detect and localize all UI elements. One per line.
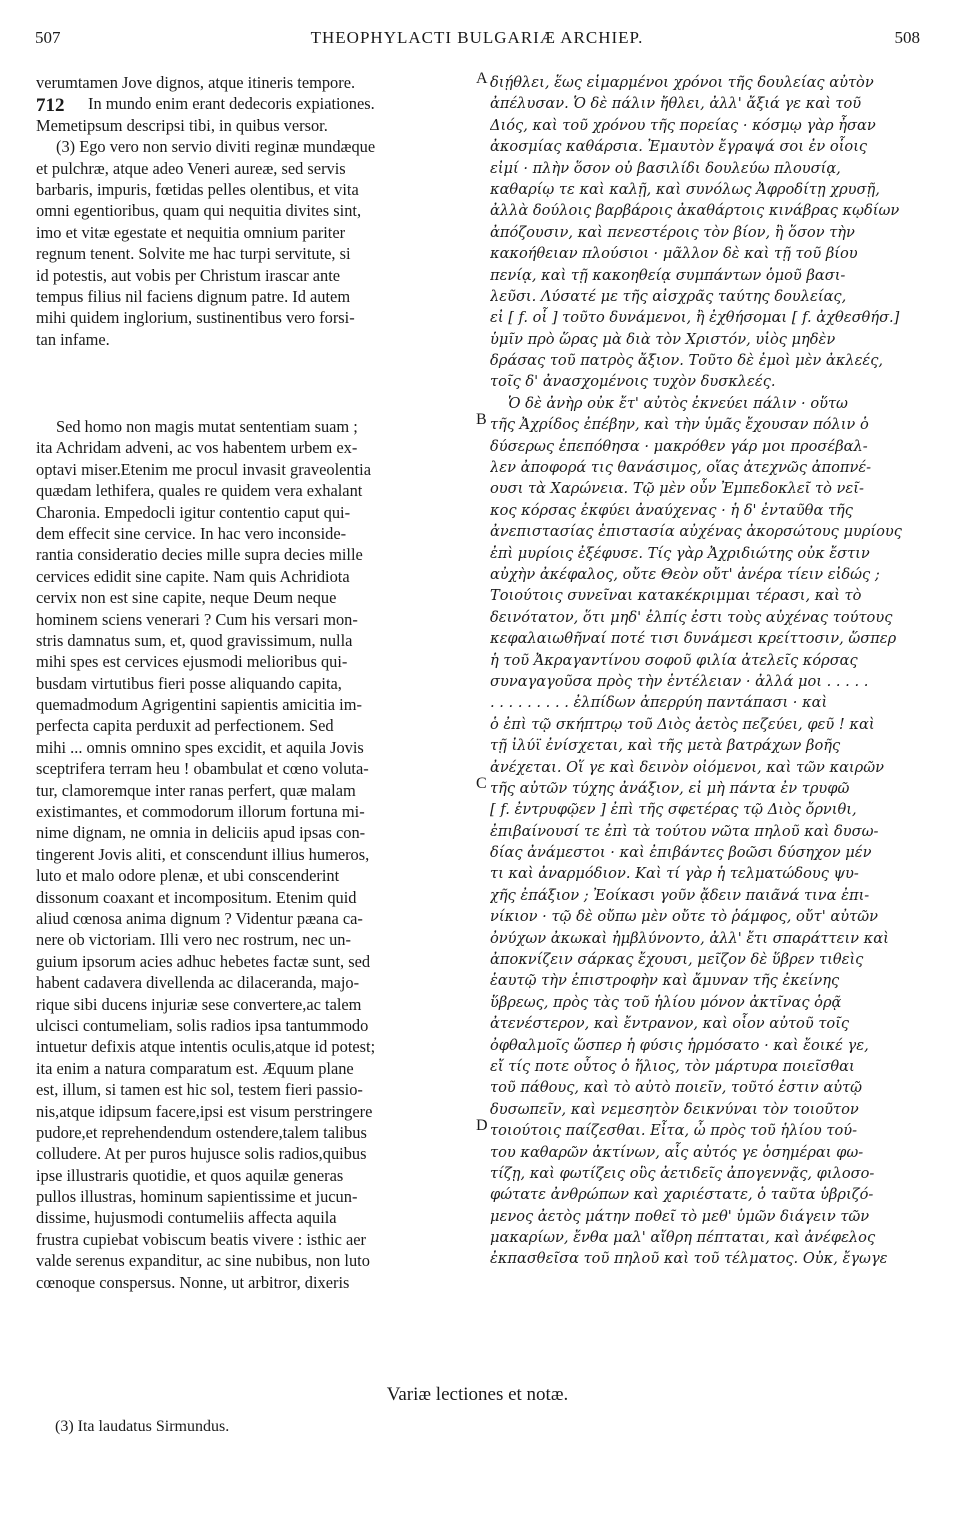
text-line: ἀνεπιστασίας ἐπιστασία αὐχένας ἀκορσώτους μυρίους [490,523,902,541]
text-line: ὀφθαλμοῖς ὥσπερ ἡ φύσις ἡρμόσατο · καὶ ἔοικέ γε, [490,1036,869,1054]
text-line: [ f. ἐντρυφῷεν ] ἐπὶ τῆς σφετέρας τῷ Διὸς ὄρνιθι, [490,801,857,819]
margin-marker-c: C [476,775,487,792]
text-line: διῄθλει, ἕως εἱμαρμένοι χρόνοι τῆς δουλείας αὐτὸν [490,74,874,91]
text-line: δράσας τοῦ πατρὸς ἄξιον. Τοῦτο δὲ ἐμοὶ μὲν ἀκλεές, [490,352,884,370]
text-line: Memetipsum descripsi tibi, in quibus versor. [36,115,328,135]
text-line: χῆς ἐπάξιον ; Ἐοίκασι γοῦν ᾄδειν παιᾶνά τινα ἐπι- [490,886,870,904]
text-line: quemadmodum Agrigentini sapientis amicitia im- [36,695,362,715]
latin-section-a [36,72,468,350]
text-line: frustra cupiebat vobiscum beatis vivere : isthic aer [36,1229,366,1249]
text-line: existimantes, et commodorum illorum fortuna mi- [36,802,365,822]
text-line: τῇ ἰλύϊ ἐνίσχεται, καὶ τῆς μετὰ βατράχων βοῆς [490,737,841,755]
text-line: τι καὶ ἀναρμόδιον. Καὶ τί γὰρ ἡ τελματώδους ψυ- [490,865,859,883]
text-line: ita Achridam adveni, ac vos habentem urbem ex- [36,438,358,458]
text-line: . . . . . . . . . ἐλπίδων ἀπερρύη παντάπασι · καὶ [490,694,828,712]
text-line: μενος ἀετὸς μάτην ποθεῖ τὸ μεθ' ὑμῶν διάγειν τῶν [490,1207,870,1225]
text-line: ἐπιβαίνουσί τε ἐπὶ τὰ τούτου νῶτα πηλοῦ καὶ δυσω- [490,822,879,840]
text-line: ἑαυτῷ τὴν ἐπιστροφὴν καὶ ἄμυναν τῆς ἐκείνης [490,972,840,990]
text-line: luto et malo odore plenæ, et ubi conscenderint [36,866,340,886]
text-line: λεν ἀποφορά τις θανάσιμος, οἵας ἀτεχνῶς ἀποπνέ- [490,459,872,477]
text-line: πενίᾳ, καὶ τῇ κακοηθείᾳ συμπάντων ὁμοῦ βασι- [490,266,846,284]
text-line: ἀποκνίζειν σάρκας ἔχουσι, μεῖζον δὲ ὕβρεν τιθεὶς [490,951,864,969]
text-line: In mundo enim erant dedecoris expiationes. [88,94,375,114]
text-line: ἡ τοῦ Ἀκραγαντίνου σοφοῦ φιλία ἀτελεῖς κόρσας [490,651,858,669]
text-line: ἀπέλυσαν. Ὁ δὲ πάλιν ἤθλει, ἀλλ' ἄξιά γε καὶ τοῦ [490,95,862,113]
text-line: optavi miser.Etenim me procul invasit graveolentia [36,459,372,479]
text-line: habent cadavera divellenda ac dilaceranda, majo- [36,973,360,993]
text-line: rantia consideratio decies mille supra decies mille [36,545,363,565]
text-line: rique sibi ducens injuriæ sese convertere,ac talem [36,994,362,1014]
text-line: Ὁ δὲ ἀνὴρ οὐκ ἔτ' αὐτὸς ἐκνεύει πάλιν · οὕτω [508,394,848,412]
text-line: dem effecit sine cervice. In hac vero inconside- [36,523,347,543]
text-line: ὑμῖν πρὸ ὥρας μὰ διὰ τὸν Χριστόν, υἱὸς μηδὲν [490,330,836,348]
text-line: τῆς Ἀχρίδος ἐπέβην, καὶ τὴν ὑμᾶς ἔχουσαν πόλιν ὁ [490,416,869,434]
margin-marker-d: D [476,1117,488,1134]
text-line: et pulchræ, atque adeo Veneri aureæ, sed servis [36,158,346,178]
margin-marker-b: B [476,411,487,428]
text-line: cervices edidit sine capite. Nam quis Achridiota [36,566,350,586]
text-line: του καθαρῶν ἀκτίνων, αἷς αὐτός γε ὁσημέραι φω- [490,1143,864,1161]
text-line: τοιούτοις παίζεσθαι. Εἶτα, ὦ πρὸς τοῦ ἡλίου τού- [490,1122,858,1140]
text-line: συναγαγοῦσα πρὸς τὴν ἐντέλειαν · ἀλλά μοι . . . . . [490,672,869,690]
latin-section-b [36,416,468,1293]
text-line: ἀνέχεται. Οἵ γε καὶ δεινὸν οἰόμενοι, καὶ τῶν καιρῶν [490,758,885,776]
text-line: pullos illustras, hominum sapientissime et jucun- [36,1187,358,1207]
text-line: εἴ τίς ποτε οὗτος ὁ ἥλιος, τὸν μάρτυρα ποιεῖσθαι [490,1057,855,1075]
text-line: τίζῃ, καὶ φωτίζεις οὓς ἀετιδεῖς ἀπογεννᾷς, φιλοσο- [490,1164,875,1182]
text-line: ulcisci contumeliam, solis radios ipsa tantummodo [36,1015,369,1035]
text-line: τοῦ πάθους, καὶ τὸ αὐτὸ ποιεῖν, τοῦτό ἐστιν αὐτῷ [490,1079,863,1097]
text-line: Charonia. Empedocli igitur contentio caput qui- [36,502,351,522]
text-line: mihi quidem inglorium, sustinentibus vero forsi- [36,308,355,328]
text-line: tur, clamoremque inter ranas perfert, quæ malam [36,780,356,800]
text-line: pudore,et reprehendendum ostendere,talem talibus [36,1122,367,1142]
text-line: ἐπὶ μυρίοις ἐξέφυσε. Τίς γὰρ Ἀχριδιώτης οὐκ ἔστιν [490,544,870,562]
text-line: ουσι τὰ Χαρώνεια. Τῷ μὲν οὖν Ἐμπεδοκλεῖ τὸ νεῖ- [490,480,864,498]
running-title: THEOPHYLACTI BULGARIÆ ARCHIEP. [310,28,644,47]
text-line: perfecta capita perduxit ad perfectionem. Sed [36,716,334,736]
text-line: ἀλλὰ δούλοις βαρβάροις ἀκαθάρτοις κινάβρας κῳδίων [490,202,900,220]
text-line: ἀτενέστερον, καὶ ἔντρανον, καὶ οἷον αὐτοῦ τοῖς [490,1015,850,1033]
text-line: colludere. At per puros hujusce solis radios,quibus [36,1144,367,1164]
text-line: κεφαλαιωθῆναί ποτέ τισι δυνάμεσι κρείττοσιν, ὥσπερ [490,630,897,648]
text-line: imo et vitæ egestate et nequitia omnium pariter [36,222,346,242]
running-header [32,28,922,58]
text-line: intuetur defixis atque intentis oculis,atque id potest; [36,1037,376,1057]
text-line: tempus filius nil faciens dignum patre. Id autem [36,286,351,306]
text-line: tan infame. [36,329,110,349]
text-line: dissime, hujusmodi contumeliis affecta aquila [36,1208,337,1228]
text-line: verumtamen Jove dignos, atque itineris tempore. [36,73,356,92]
text-line: δίας ἀνάμεστοι · καὶ ἐπιβάντες βοῶσι δύσηχον μέν [490,844,872,862]
page-number-right: 508 [894,28,920,47]
text-line: νίκιον · τῷ δὲ οὔπω μὲν οὔτε τὸ ῥάμφος, οὔτ' αὐτῶν [490,908,878,926]
text-line: δυσωπεῖν, καὶ νεμεσητὸν δεικνύναι τὸν τοιοῦτον [490,1100,859,1118]
text-line: ὕβρεως, πρὸς τὰς τοῦ ἡλίου μόνον ἀκτῖνας ὁρᾷ [490,993,842,1011]
margin-marker-a: A [476,70,488,87]
text-line: ἀκοσμίας καθάρσια. Ἐμαυτὸν ἔγραψά σοι ἐν οἷοις [490,138,868,156]
text-line: αὐχὴν ἀκέφαλος, οὔτε Θεὸν οὔτ' ἀνέρα τίειν εἰδώς ; [490,565,880,583]
text-line: mihi ... omnis omnino spes excidit, et aquila Jovis [36,737,364,757]
text-line: stris damnatus sum, et, quod gravissimum, nulla [36,630,353,650]
text-line: φώτατε ἀνθρώπων καὶ χαριέστατε, ὁ ταῦτα ὑβριζό- [490,1186,874,1204]
text-line: καθαρίῳ τε καὶ καλῇ, καὶ συνόλως Ἀφροδίτῃ χρυσῇ, [490,180,880,198]
text-line: nime dignam, ne omnia in deliciis apud ipsas con- [36,823,366,843]
text-line: μακαρίων, ἔνθα μαλ' αἴθρη πέπταται, καὶ ἀνέφελος [490,1229,876,1247]
text-line: regnum tenent. Solvite me hac turpi servitute, si [36,244,351,264]
text-line: tingerent Jovis aliti, et conscendunt illius humeros, [36,844,370,864]
text-line: valde serenus expanditur, ac sine nubibus, non luto [36,1251,370,1271]
greek-column [490,72,924,1270]
text-line: εἰ [ f. οἷ ] τοῦτο δυνάμενοι, ἢ ἐχθήσομαι [ f. ἀχθεσθήσ.] [490,309,900,327]
text-line: τοῖς δ' ἀνασχομένοις τυχὸν δυσκλεές. [490,373,776,391]
text-line: hominem sciens venerari ? Cum his versari mon- [36,609,358,629]
text-line: barbaris, impuris, fœtidas pelles olentibus, et vita [36,179,359,199]
text-line: δεινότατον, ὅτι μηδ' ἐλπίς ἐστι τοὺς αὐχένας τούτους [490,608,893,626]
text-line: cœnoque conspersus. Nonne, ut arbitror, dixeris [36,1272,350,1292]
notes-heading: Variæ lectiones et notæ. [386,1384,569,1405]
text-line: nis,atque idipsum facere,ipsi est visum perstringere [36,1101,373,1121]
text-line: ὁ ἐπὶ τῷ σκήπτρῳ τοῦ Διὸς ἀετὸς πεζεύει, φεῦ ! καὶ [490,715,875,733]
text-line: sceptrifera terram heu ! obambulat et cœno voluta- [36,759,369,779]
text-line: dissonum coaxant et incompositum. Etenim quid [36,887,357,907]
text-line: Διός, καὶ τοῦ χρόνου τῆς πορείας · κόσμῳ γὰρ ἦσαν [490,116,876,134]
text-line: id potestis, aut vobis per Christum irascar ante [36,265,341,285]
text-line: λεῦσι. Λύσατέ με τῆς αἰσχρᾶς ταύτης δουλείας, [490,287,847,305]
text-line: aliud cœnosa anima dignum ? Videntur pæana ca- [36,908,363,928]
text-line: τῆς αὐτῶν τύχης ἀνάξιον, εἰ μὴ πάντα ἐν τρυφῶ [490,779,850,797]
text-line: est, illum, si tamen est hic sol, testem fieri passio- [36,1080,363,1100]
text-line: ἐκπασθεῖσα τοῦ πηλοῦ καὶ τοῦ τέλματος. Οὐκ, ἔγωγε [490,1250,888,1268]
footnote: (3) Ita laudatus Sirmundus. [55,1418,230,1435]
text-line: (3) Ego vero non servio diviti reginæ mundæque [56,137,376,157]
text-line: cervix non est sine capite, neque Deum neque [36,588,337,608]
page-number-left: 507 [35,28,61,47]
text-line: guium ipsorum acies adhuc hebetes factæ sunt, sed [36,951,371,971]
text-line: nere ob victoriam. Illi vero nec rostrum, nec un- [36,930,351,950]
text-line: κακοήθειαν πλούσιοι · μᾶλλον δὲ καὶ τῇ τοῦ βίου [490,245,858,263]
text-line: ὀνύχων ἀκωκαὶ ἠμβλύνοντο, ἀλλ' ἔτι σπαράττειν καὶ [490,929,889,947]
text-line: εἰμί · πλὴν ὅσον οὐ βασιλίδι δουλεύω πλουσίᾳ, [490,159,841,177]
text-line: mihi spes est cervices ejusmodi melioribus qui- [36,652,348,672]
text-line: ita enim a natura comparatum est. Æquum plane [36,1058,354,1078]
text-line: quædam lethifera, quales re quidem vera exhalant [36,481,363,501]
column-number: 712 [36,95,65,116]
text-line: κος κόρσας ἐκφύει ἀναύχενας · ἡ δ' ἐνταῦθα τῆς [490,501,853,519]
text-line: δύσερως ἐπεπόθησα · μακρόθεν γάρ μοι προσέβαλ- [490,437,868,455]
text-line: ἀπόζουσιν, καὶ πενεστέροις τὸν βίον, ἢ ὅσον τὴν [490,223,855,241]
text-line: omni egentioribus, quam qui nequitia divites sint, [36,201,362,221]
text-line: ipse illustraris quotidie, et quos aquilæ generas [36,1165,344,1185]
text-line: busdam virtutibus fieri posse aliquando capita, [36,673,342,693]
text-line: Sed homo non magis mutat sententiam suam ; [56,417,358,436]
text-line: Τοιούτοις συνεῖναι κατακέκριμμαι τέρασι, καὶ τὸ [490,587,862,605]
